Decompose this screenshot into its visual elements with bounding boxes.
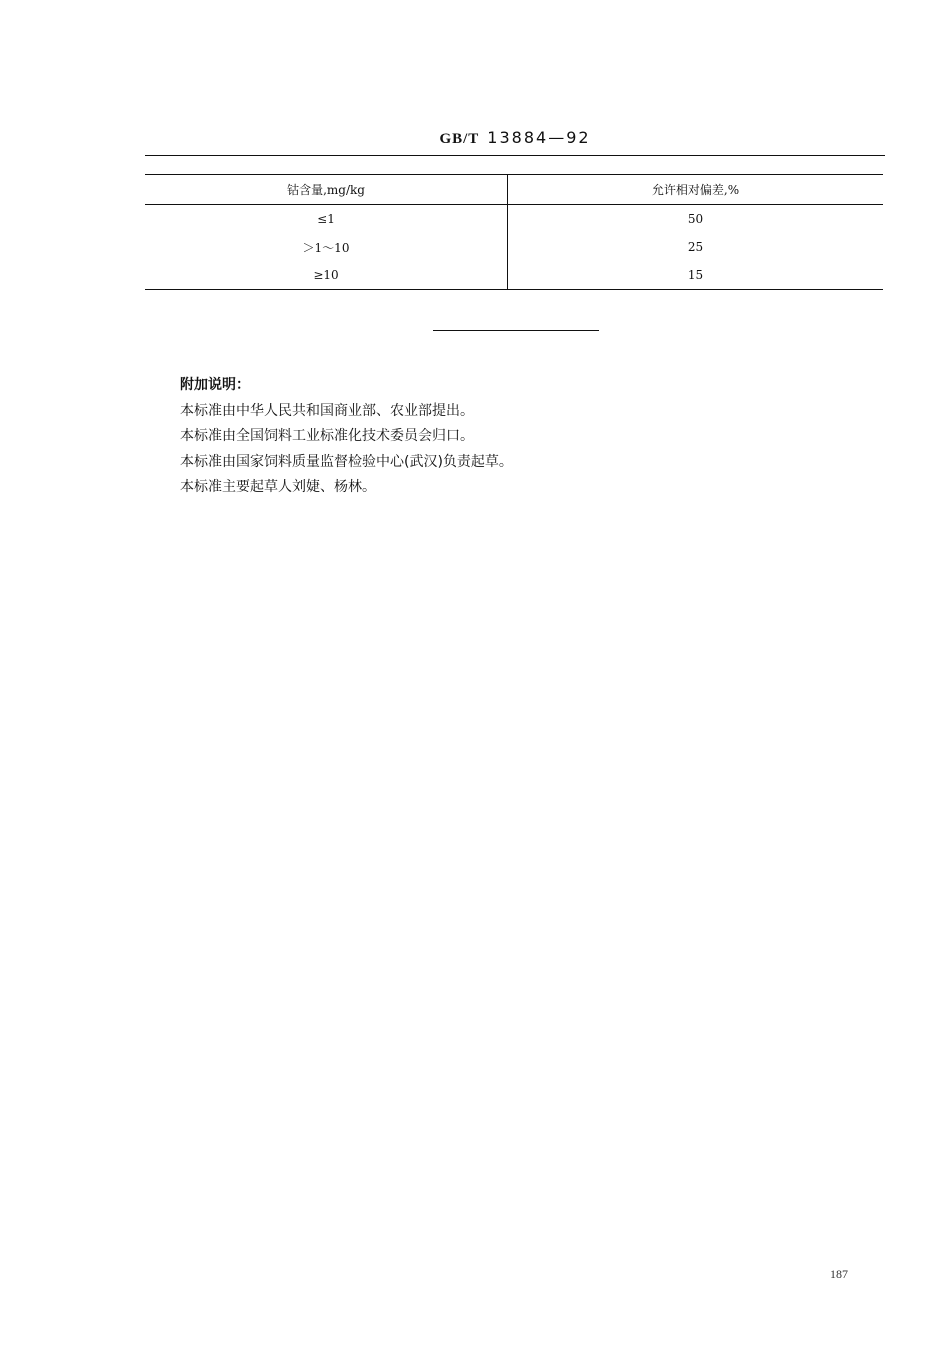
additional-notes	[180, 373, 513, 501]
tolerance-table	[145, 174, 883, 290]
header-rule	[145, 155, 885, 156]
table-row	[145, 233, 883, 261]
notes-title: 附加说明：	[180, 377, 250, 393]
section-separator	[433, 330, 599, 331]
standard-code-prefix: GB/T	[439, 131, 480, 147]
table-row	[145, 261, 883, 290]
notes-line: 本标准由国家饲料质量监督检验中心(武汉)负责起草。	[180, 453, 513, 470]
table-cell: ＞1～10	[145, 233, 508, 261]
table-row	[145, 205, 883, 234]
standard-code-number: 13884—92	[487, 128, 591, 147]
page-header	[145, 128, 885, 148]
table-cell: 25	[687, 240, 704, 254]
table-header-row	[145, 175, 883, 205]
table-cell: 15	[687, 268, 704, 282]
table-cell: 50	[687, 212, 704, 226]
page-number: 187	[830, 1267, 848, 1281]
table-cell: ≤1	[145, 205, 508, 234]
column-header-cobalt-content: 钴含量,mg/kg	[145, 175, 508, 205]
notes-line: 本标准由全国饲料工业标准化技术委员会归口。	[180, 428, 474, 444]
column-header-allowed-deviation: 允许相对偏差,%	[651, 183, 740, 197]
notes-line: 本标准由中华人民共和国商业部、农业部提出。	[180, 402, 474, 419]
table-cell: ≥10	[145, 261, 508, 290]
notes-line: 本标准主要起草人刘婕、杨林。	[180, 479, 376, 495]
